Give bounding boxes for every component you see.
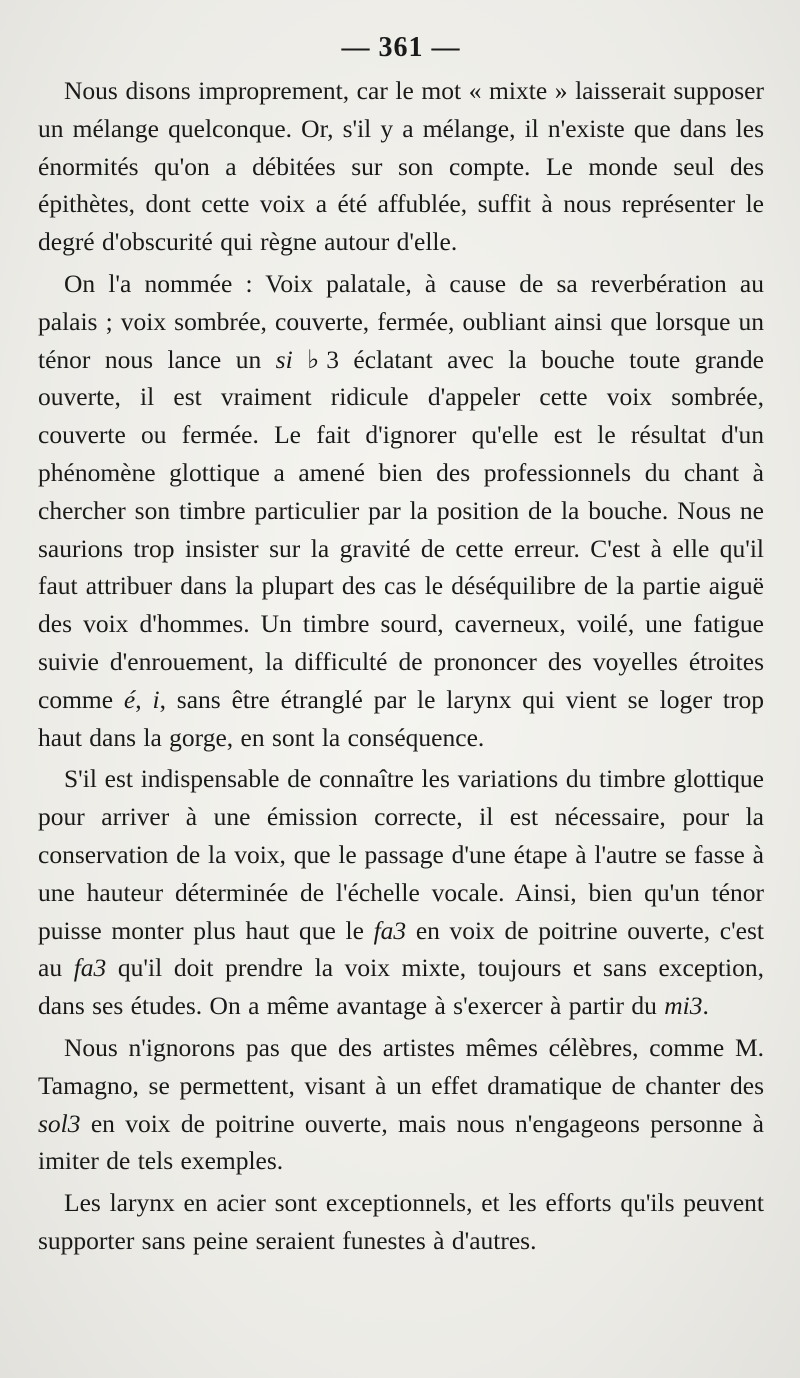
- paragraph-3: [38, 760, 764, 1025]
- italic-segment: i: [152, 684, 160, 714]
- text-segment: Nous n'ignorons pas que des artistes mêmes célèbres, comme M. Tamagno, se permettent, visant à un effet dramatique de chanter des: [38, 1032, 764, 1100]
- text-segment: ,: [135, 684, 153, 714]
- italic-segment: mi3: [664, 991, 703, 1021]
- paragraph-2: [38, 265, 764, 756]
- paragraph-1: [38, 72, 764, 261]
- text-segment: S'il est indispensable de connaître les variations du timbre glottique pour arriver à une émission correcte, il est nécessaire, pour la conservation de la voix, que le passage d'une étape à l'autre se fasse à une hauteur déterminée de l'échelle vocale. Ainsi, bien qu'un ténor puisse monter plus haut que le: [38, 764, 764, 945]
- text-segment: Les larynx en acier sont exceptionnels, et les efforts qu'ils peuvent supporter sans peine seraient funestes à d'autres.: [38, 1188, 764, 1255]
- text-segment: ♭3 éclatant avec la bouche toute grande ouverte, il est vraiment ridicule d'appeler cette voix sombrée, couverte ou fermée. Le fait d'ignorer qu'elle est le résultat d'un phénomène glottique a amené bien des professionnels du chant à chercher son timbre particulier par la position de la bouche. Nous ne saurions trop insister sur la gravité de cette erreur. C'est à elle qu'il faut attribuer dans la plupart des cas le déséquilibre de la partie aiguë des voix d'hommes. Un timbre sourd, caverneux, voilé, une fatigue suivie d'enrouement, la difficulté de prononcer des voyelles étroites comme: [38, 344, 764, 714]
- text-segment: en voix de poitrine ouverte, mais nous n'engageons personne à imiter de tels exemples.: [38, 1108, 764, 1176]
- italic-segment: si: [275, 344, 293, 374]
- text-segment: On l'a nommée : Voix palatale, à cause de sa reverbération au palais ; voix sombrée, couverte, fermée, oubliant ainsi que lorsque un ténor nous lance un: [38, 268, 764, 374]
- italic-segment: fa3: [373, 915, 407, 945]
- italic-segment: fa3: [73, 953, 107, 983]
- text-segment: .: [702, 991, 709, 1021]
- text-segment: en voix de poitrine ouverte, c'est au: [38, 915, 764, 983]
- page-number: — 361 —: [341, 32, 461, 63]
- paragraph-5: [38, 1184, 764, 1260]
- text-segment: qu'il doit prendre la voix mixte, toujours et sans exception, dans ses études. On a même avantage à s'exercer à partir du: [38, 953, 764, 1021]
- text-segment: Nous disons improprement, car le mot « mixte » laisserait supposer un mélange quelconque. Or, s'il y a mélange, il n'existe que dans les énormités qu'on a débitées sur son compte. Le monde seul des épithètes, dont cette voix a été affublée, suffit à nous représenter le degré d'obscurité qui règne autour d'elle.: [38, 76, 764, 257]
- italic-segment: é: [123, 684, 136, 714]
- text-segment: , sans être étranglé par le larynx qui vient se loger trop haut dans la gorge, en sont la conséquence.: [38, 684, 765, 752]
- italic-segment: sol3: [38, 1108, 81, 1138]
- paragraph-4: [38, 1029, 764, 1180]
